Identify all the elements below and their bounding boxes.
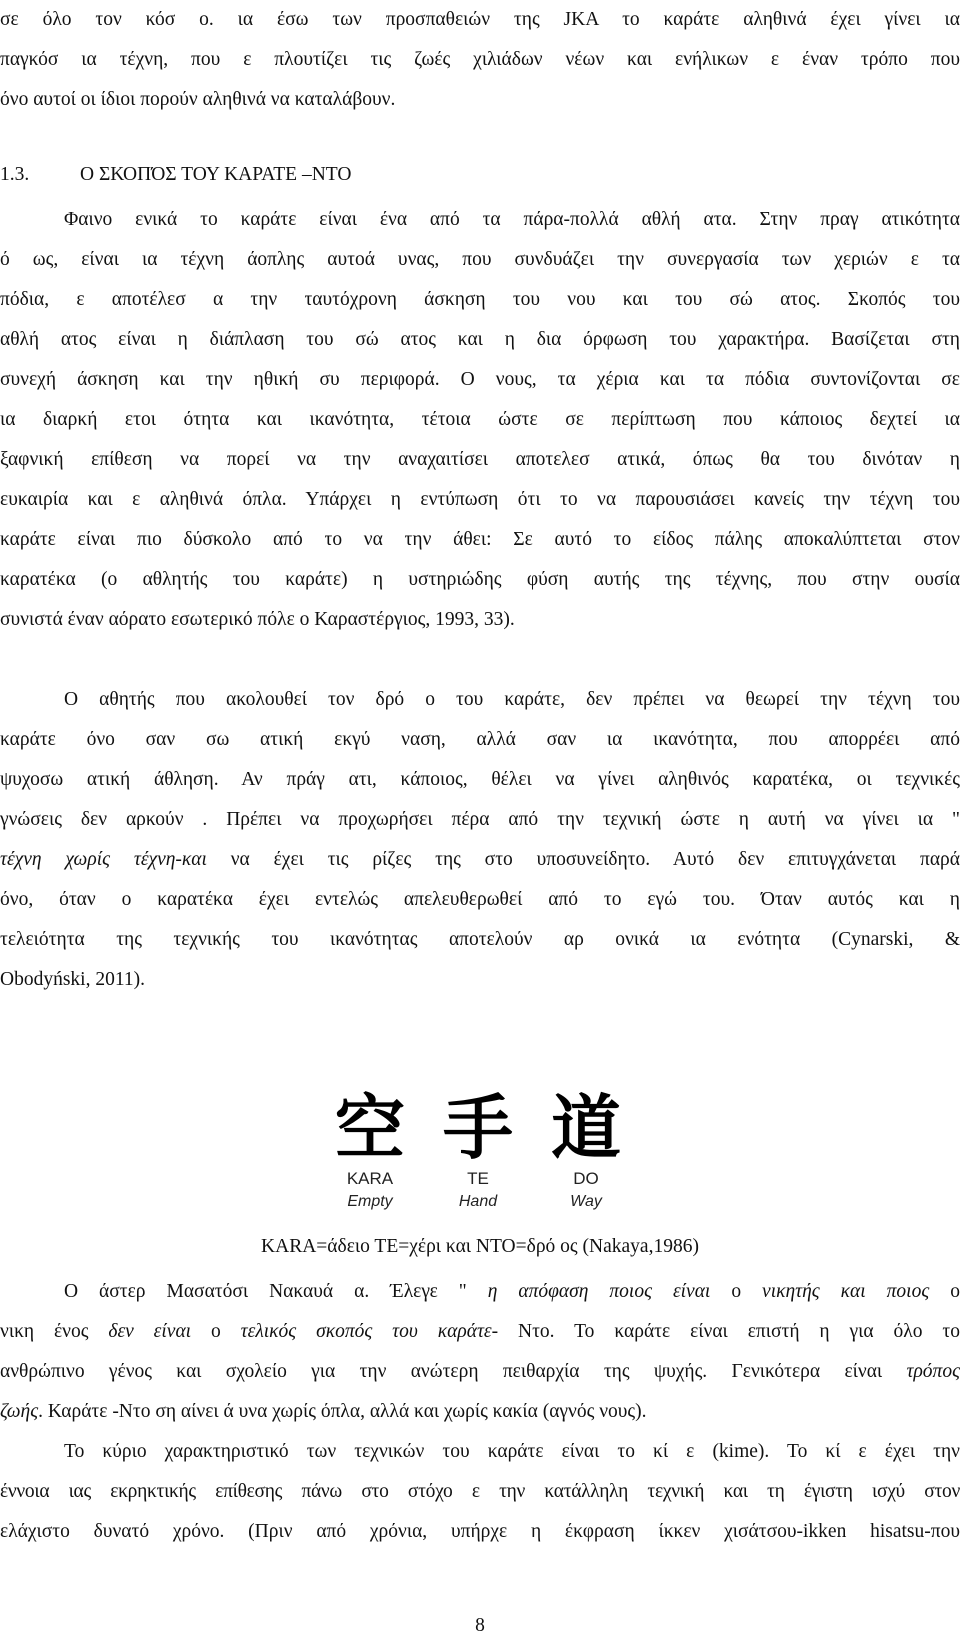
text-line (0, 1312, 960, 1352)
text-line: πόδια, ε αποτέλεσ α την ταυτόχρονη άσκηση του νου και του σώ ατος. Σκοπός του (0, 289, 960, 310)
text-line: συνεχή άσκηση και την ηθική συ περιφορά. Ο νους, τα χέρια και τα πόδια συντονίζονται σε (0, 369, 960, 390)
text-line: Ο αθητής που ακολουθεί τον δρό ο του καράτε, δεν πρέπει να θεωρεί την τέχνη του (64, 689, 960, 710)
italic-phrase: ζωής (0, 1401, 39, 1422)
intro-paragraph (0, 0, 960, 120)
text-line: ευκαιρία και ε αληθινά όπλα. Υπάρχει η εντύπωση ότι το να παρουσιάσει κανείς την τέχνη του (0, 489, 960, 510)
text-line: καράτε είναι πιο δύσκολο από το να την άθει: Σε αυτό το είδος πάλης αποκαλύπτεται στον (0, 529, 960, 550)
text-run: ο (710, 1281, 763, 1302)
karate-do-logo (330, 1080, 630, 1220)
text-line: Το κύριο χαρακτηριστικό των τεχνικών του καράτε είναι το κί ε (kime). Το κί ε έχει την (64, 1441, 960, 1462)
paragraph-purpose (0, 200, 960, 640)
text-line: ό ως, είναι ια τέχνη άοπλης αυτοά υνας, που συνδυάζει την συνεργασία των χεριών ε τα (0, 249, 960, 270)
page-number: 8 (475, 1615, 485, 1636)
text-line: τελειότητα της τεχνικής του ικανότητας αποτελούν αρ ονικά ια ενότητα (Cynarski, & (0, 929, 960, 950)
section-title: Ο ΣΚΟΠΌΣ ΤΟΥ ΚΑΡΑΤΕ –ΝΤΟ (80, 164, 352, 185)
romaji-te: TE (467, 1169, 489, 1188)
italic-phrase: νικητής και ποιος (762, 1281, 930, 1302)
romaji-kara: KARA (346, 1169, 394, 1188)
kanji-do: 道 (551, 1087, 621, 1169)
text-line (0, 1272, 960, 1312)
meaning-empty: Empty (347, 1193, 393, 1210)
paragraph-student (0, 680, 960, 1000)
text-line (0, 840, 960, 880)
text-line: παγκόσ ια τέχνη, που ε πλουτίζει τις ζωές χιλιάδων νέων και ενήλικων ε έναν τρόπο που (0, 49, 960, 70)
text-run: να έχει τις ρίζες της στο υποσυνείδητο. Αυτό δεν επιτυγχάνεται παρά (206, 849, 960, 870)
text-run: ανθρώπινο γένος και σχολείο για την ανώτερη πειθαρχία της ψυχής. Γενικότερα είναι (0, 1361, 907, 1382)
romaji-do: DO (573, 1169, 599, 1188)
figure-caption: KARA=άδειο ΤΕ=χέρι και ΝΤΟ=δρό ος (Nakaya,1986) (261, 1236, 699, 1257)
text-line: όνο, όταν ο καρατέκα έχει εντελώς απελευθερωθεί από το εγώ του. Όταν αυτός και η (0, 889, 960, 910)
text-line: Obodyński, 2011). (0, 969, 145, 990)
text-line: ξαφνική επίθεση να πορεί να την αναχαιτίσει αποτελεσ ατικά, όπως θα του δινόταν η (0, 449, 960, 470)
italic-phrase: τέχνη χωρίς τέχνη-και (0, 849, 207, 870)
text-line: συνιστά έναν αόρατο εσωτερικό πόλε ο Καραστέργιος, 1993, 33). (0, 609, 515, 630)
text-run: νικη ένος (0, 1321, 109, 1342)
text-run: Ντο. Το καράτε είναι επιστή η για όλο το (498, 1321, 960, 1342)
text-run: Ο άστερ Μασατόσι Νακαυά α. Έλεγε " (64, 1281, 488, 1302)
text-line: καράτε όνο σαν σω ατική εκγύ ναση, αλλά σαν ια ικανότητα, που απορρέει από (0, 729, 960, 750)
text-line: Φαινο ενικά το καράτε είναι ένα από τα πάρα-πολλά αθλή ατα. Στην πραγ ατικότητα (64, 209, 960, 230)
paragraph-kime (0, 1432, 960, 1552)
meaning-hand: Hand (458, 1193, 498, 1210)
italic-phrase: τελικός σκοπός του καράτε- (240, 1321, 499, 1342)
text-line: όνο αυτοί οι ίδιοι πορούν αληθινά να καταλάβουν. (0, 89, 396, 110)
italic-phrase: η απόφαση ποιος είναι (487, 1281, 711, 1302)
text-line: γνώσεις δεν αρκούν . Πρέπει να προχωρήσει πέρα από την τεχνική ώστε η αυτή να γίνει ια " (0, 809, 960, 830)
italic-phrase: δεν είναι (108, 1321, 192, 1342)
kanji-te: 手 (443, 1087, 513, 1169)
text-line: σε όλο τον κόσ ο. ια έσω των προσπαθειών της JKA το καράτε αληθινά έχει γίνει ια (0, 9, 960, 30)
section-heading (0, 164, 351, 186)
section-number: 1.3. (0, 164, 30, 185)
text-run: . Καράτε -Ντο ση αίνει ά υνα χωρίς όπλα, αλλά και χωρίς κακία (αγνός νους). (38, 1401, 647, 1422)
text-run: ο (929, 1281, 960, 1302)
paragraph-master-quote (0, 1272, 960, 1432)
text-line (0, 1352, 960, 1392)
text-line: έννοια ιας εκρηκτικής επίθεσης πάνω στο στόχο ε την κατάλληλη τεχνική και τη έγιστη ισχύ στον (0, 1481, 960, 1502)
text-line (0, 1392, 960, 1432)
meaning-way: Way (570, 1193, 602, 1210)
text-line: αθλή ατος είναι η διάπλαση του σώ ατος και η δια όρφωση του χαρακτήρα. Βασίζεται στη (0, 329, 960, 350)
kanji-kara: 空 (335, 1087, 405, 1169)
text-line: καρατέκα (ο αθλητής του καράτε) η υστηριώδης φύση αυτής της τέχνης, που στην ουσία (0, 569, 960, 590)
text-line: ια διαρκή ετοι ότητα και ικανότητα, τέτοια ώστε σε περίπτωση που κάποιος δεχτεί ια (0, 409, 960, 430)
text-line: ψυχοσω ατική άθληση. Αν πράγ ατι, κάποιος, θέλει να γίνει αληθινός καρατέκα, οι τεχνικές (0, 769, 960, 790)
text-line: ελάχιστο δυνατό χρόνο. (Πριν από χρόνια, υπήρχε η έκφραση ίκκεν χισάτσου-ikken hisatsu-που (0, 1521, 960, 1542)
text-run: ο (191, 1321, 241, 1342)
italic-phrase: τρόπος (906, 1361, 960, 1382)
